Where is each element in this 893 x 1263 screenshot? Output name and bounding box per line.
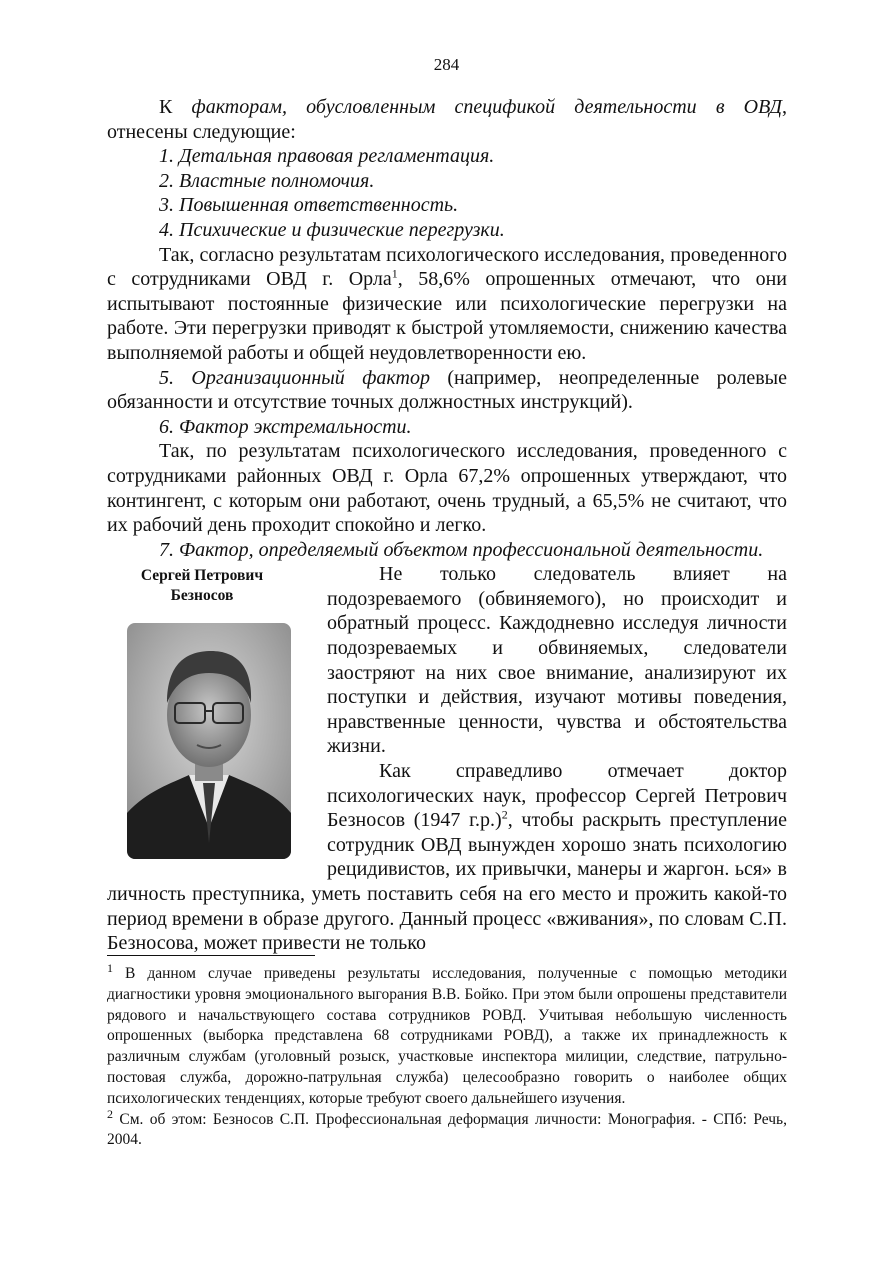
overload-text-cont: , 58,6% опрошенных отмечают, что они испытывают постоянные физические или психологические перегрузки на работе. Эти перегрузки приводят к быстрой утомляемости, снижению качества выполняемой работы и общей неудовлетворенности ею. — [107, 268, 787, 364]
footnote-2 — [107, 1106, 787, 1152]
intro-prefix: К — [159, 96, 192, 118]
intro-suffix: , отнесены следующие: — [107, 96, 787, 143]
footnotes — [107, 960, 787, 1151]
page-number: 284 — [433, 55, 460, 74]
intro-italic: факторам, обусловленным спецификой деятельности в ОВД — [191, 96, 782, 118]
factor-item: 1. Детальная правовая регламентация. — [159, 145, 495, 168]
portrait-image — [127, 623, 291, 859]
besnosov-text: Как справедливо отмечает доктор психологических наук, профессор Сергей Петрович Безносов (1947 г.р.) — [327, 760, 787, 832]
factor5-title: 5. Организационный фактор — [159, 366, 430, 389]
portrait-box — [107, 566, 315, 870]
factor-item: 4. Психические и физические перегрузки. — [159, 218, 505, 241]
overload-text: Так, согласно результатам психологического исследования, проведенного с сотрудниками ОВД г. Орла — [107, 243, 787, 291]
footnote-divider — [107, 955, 315, 956]
footnote-ref-2: 2 — [501, 807, 508, 822]
intro-paragraph — [107, 95, 787, 144]
footnote-1 — [107, 960, 787, 1110]
factor-item: 6. Фактор экстремальности. — [159, 415, 412, 438]
footnote-2-text: См. об этом: Безносов С.П. Профессиональная деформация личности: Монография. - СПб: Речь, 2004. — [107, 1110, 787, 1149]
footnote-1-text: В данном случае приведены результаты исследования, полученные с помощью методики диагностики уровня эмоционального выгорания В.В. Бойко. При этом были опрошены представители рядового и начальствующего состава сотрудников РОВД. Учитывая небольшую численность опрошенных (выборка представлена 68 сотрудниками РОВД), а также их принадлежность к различным службам (уголовный розыск, участковые инспектора милиции, следствие, патрульно-постовая служба, дорожно-патрульная служба) целесообразно говорить о наиболее общих психологических тенденциях, которые требуют своего дальнейшего изучения. — [107, 965, 787, 1107]
footnote-mark-2: 2 — [107, 1106, 113, 1121]
factor5-paragraph — [107, 366, 787, 415]
factor-item: 3. Повышенная ответственность. — [159, 194, 459, 217]
extreme-paragraph: Так, по результатам психологического исследования, проведенного с сотрудниками районных ОВД г. Орла 67,2% опрошенных утверждают, что контингент, с которым они работают, очень трудный, а 65,5% не считают, что их рабочий день проходит спокойно и легко. — [107, 440, 787, 537]
overload-paragraph — [107, 243, 787, 366]
caption-name: Сергей Петрович — [140, 567, 264, 585]
factor7-heading: 7. Фактор, определяемый объектом профессиональной деятельности. — [159, 538, 764, 561]
object-paragraph: Не только следователь влияет на подозреваемого (обвиняемого), но происходит и обратный процесс. Каждодневно исследуя личности подозреваемых и обвиняемых, следователи заостряют на них свое внимание, анализируют их поступки и действия, изучают мотивы поведения, нравственные ценности, чувства и обстоятельства жизни. — [327, 563, 787, 758]
body-text — [107, 95, 787, 956]
factor-item: 2. Властные полномочия. — [159, 169, 375, 192]
portrait-photo — [127, 623, 291, 859]
portrait-caption — [107, 566, 297, 606]
footnote-ref-1: 1 — [391, 266, 398, 281]
footnote-mark-1: 1 — [107, 960, 113, 975]
besnosov-text-cont: , чтобы раскрыть преступление сотрудник ОВД вынужден хорошо знать психологию рецидивистов, их привычки, манеры и жаргон. ься» в личность преступника, уметь поставить себя на его место и прожить какой-то период времени в образе другого. Данный процесс «вживания», по словам С.П. Безносова, может привести не только — [107, 809, 787, 955]
factor5-text: (например, неопределенные ролевые обязанности и отсутствие точных должностных инструкций). — [107, 366, 787, 414]
caption-surname: Безносов — [170, 587, 234, 605]
